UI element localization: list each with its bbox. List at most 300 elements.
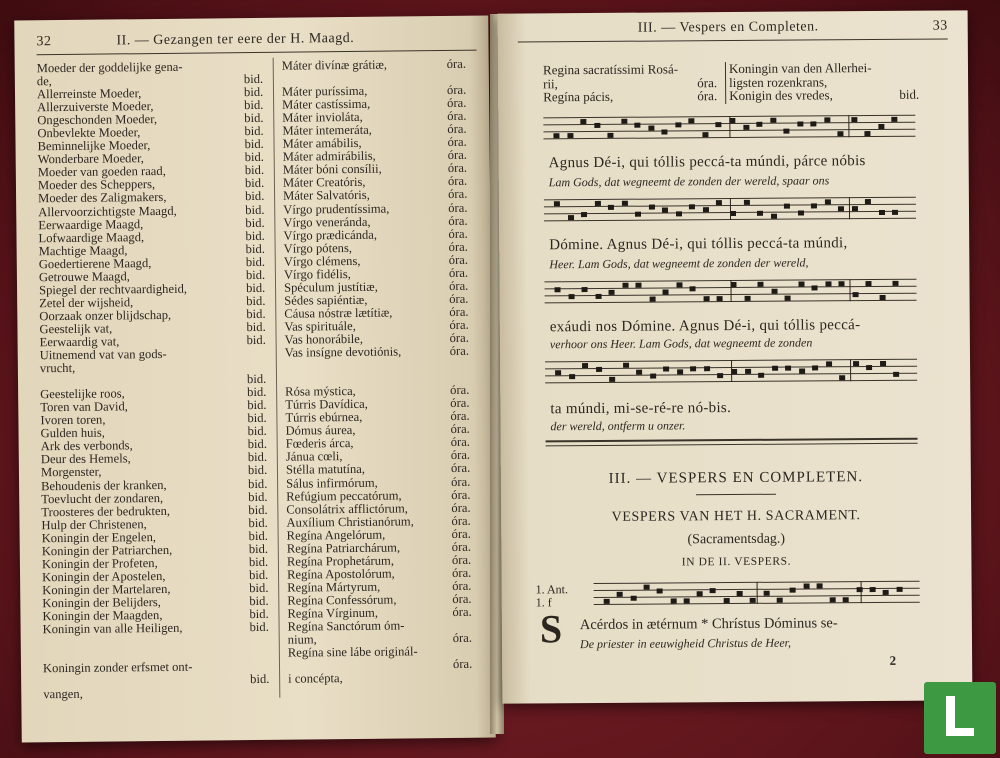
dutch-invocation: Behoudenis der kranken, [41,477,167,493]
dutch-invocation: Ark des verbonds, [40,438,133,454]
chant-staff [544,279,916,310]
neume [643,585,649,590]
neume [670,598,676,603]
dutch-invocation: Gulden huis, [40,425,106,441]
dutch-response: bid. [245,202,265,217]
right-page-title: III. — Vespers en Completen. [637,19,819,36]
latin-invocation: Sédes sapiéntiæ, [284,292,368,308]
neume [649,297,655,302]
dutch-response: bid. [248,515,268,530]
dutch-invocation: Toevlucht der zondaren, [41,490,164,506]
right-page [498,10,973,703]
latin-invocation: Vírgo prudentíssima, [283,201,390,217]
neume [609,290,615,295]
dutch-invocation: de, [36,74,52,89]
dutch-response: bid. [247,411,267,426]
neume [883,590,889,595]
neume [683,598,689,603]
latin-response: óra. [452,656,473,672]
dutch-invocation: Koningin der Profeten, [41,555,158,572]
latin-response: óra. [448,265,469,280]
neume [784,128,790,133]
latin-response: óra. [451,539,472,554]
dutch-response: bid. [247,450,268,465]
neume [636,283,642,288]
neume [745,369,751,374]
dutch-invocation: vangen, [43,687,83,702]
neume [771,289,777,294]
latin-invocation: Máter intemeráta, [282,122,372,138]
dutch-invocation: Getrouwe Maagd, [38,269,130,285]
neume [622,283,628,288]
neume [676,211,682,216]
neume [843,597,849,602]
latin-invocation: Máter bóni consílii, [282,162,382,178]
dutch-invocation: Moeder der goddelijke gena- [36,59,183,76]
neume [866,281,872,286]
neume [865,199,871,204]
dutch-response: bid. [246,319,266,335]
neume [878,124,884,129]
latin-response: óra. [448,200,468,215]
latin-response: óra. [450,448,471,463]
neume [609,377,615,382]
neume [716,122,722,127]
latin-invocation: Regína Mártyrum, [287,579,381,595]
neume [803,583,809,588]
dutch-invocation: Moeder des Zaligmakers, [38,190,167,206]
latin-invocation: Túrris ebúrnea, [285,410,363,425]
latin-response: óra. [450,409,470,424]
litany-continuation [542,60,923,105]
latin-invocation: Stélla matutína, [285,462,366,478]
neume [595,201,601,206]
neume [723,598,729,603]
neume [797,121,803,126]
neume [838,131,844,136]
neume [622,201,628,206]
dutch-response: bid. [245,280,266,295]
left-page-title: II. — Gezangen ter eere der H. Maagd. [116,30,355,49]
invocation-line: Regína pácis, óra. [543,88,718,105]
latin-invocation: Rósa mýstica, [285,384,356,399]
neume [677,369,683,374]
latin-response: óra. [447,161,468,176]
dutch-response: bid. [243,84,264,100]
neume [825,199,831,204]
neume [839,281,845,286]
neume [838,206,844,211]
latin-response: óra. [447,122,467,137]
chant-latin-line: Agnus Dé-i, qui tóllis peccá-ta múndi, párce nóbis [548,153,866,172]
dutch-response: bid. [248,541,269,556]
dutch-invocation: Uitnemend vat van gods- [39,346,167,363]
neume [892,209,898,214]
neume [596,366,602,371]
neume [608,204,614,209]
dutch-response: bid. [249,606,269,622]
subtitle-vespers: IN DE II. VESPERS. [681,555,792,569]
neume [824,117,830,122]
dutch-invocation: Allervoorzichtigste Maagd, [38,203,177,219]
latin-invocation: Máter invioláta, [282,110,363,125]
latin-invocation: Regína Patriarchárum, [286,540,401,556]
latin-response: óra. [447,95,467,111]
dutch-response: bid. [244,176,265,191]
dutch-invocation: Koningin der Apostelen, [41,568,166,585]
neume [825,281,831,286]
neume [758,282,764,287]
latin-response: óra. [451,500,471,515]
latin-invocation: Vírgo fidélis, [283,266,351,282]
neume [649,204,655,209]
neume [650,373,656,378]
neume [756,121,762,126]
dutch-invocation: Koningin der Martelaren, [42,581,171,598]
neume [896,586,902,591]
section-double-rule [546,438,918,447]
neume [852,206,858,211]
neume [826,361,832,366]
chant-staff [545,359,917,390]
dutch-response: bid. [244,150,265,165]
dutch-response: bid. [245,267,266,282]
dutch-response: bid. [248,502,268,517]
dutch-invocation: Troosteres der bedrukten, [41,503,171,519]
latin-invocation: Máter castíssima, [282,96,371,112]
dutch-response: bid. [246,372,267,387]
dutch-response: bid. [249,593,269,608]
dutch-invocation: vrucht, [39,360,76,376]
neume [567,133,573,138]
dutch-invocation: Zetel der wijsheid, [39,295,134,311]
invocation-line: rii, óra. [543,74,718,91]
dutch-invocation: Koningin zonder erfsmet ont- [42,659,193,676]
chant-dutch-line: der wereld, ontferm u onzer. [550,418,686,434]
dutch-response: bid. [247,463,268,478]
latin-invocation: Máter puríssima, [281,83,368,99]
latin-response: óra. [449,304,469,319]
neume [790,587,796,592]
latin-invocation: Vírgo pótens, [283,240,353,256]
neume [892,117,898,122]
left-page-number: 32 [36,34,52,50]
left-page [14,16,496,743]
dutch-invocation: Eerwaardig vat, [39,334,120,350]
neume [777,598,783,603]
header-rule [37,50,477,56]
neume [690,286,696,291]
mode-label: 1. f [535,595,552,610]
dutch-response: bid. [250,672,270,687]
latin-invocation: Máter Creatóris, [282,175,366,191]
latin-invocation: Fœderis árca, [285,436,354,452]
dutch-response: bid. [245,241,265,256]
neume [554,201,560,206]
dutch-response: bid. [243,71,264,87]
latin-response: óra. [447,108,467,124]
latin-response: óra. [449,330,469,345]
neume [758,372,764,377]
latin-invocation: Máter admirábilis, [282,149,376,165]
neume [718,373,724,378]
neume [635,211,641,216]
neume [879,209,885,214]
header-rule [518,39,948,43]
latin-response: óra. [451,513,471,528]
right-page-number: 33 [932,18,948,34]
neume [689,118,695,123]
dutch-invocation: Lofwaardige Maagd, [38,229,145,245]
chant-staff [594,581,920,611]
latin-invocation: Consolátrix afflictórum, [286,501,408,517]
drop-cap: S [539,606,563,652]
neume [617,592,623,597]
latin-response: óra. [448,187,468,202]
antiphon-dutch-line: De priester in eeuwigheid Christus de Heer, [579,635,792,652]
neume [675,122,681,127]
latin-invocation: Vírgo clémens, [283,253,361,269]
neume [763,591,769,596]
chant-latin-line: exáudi nos Dómine. Agnus Dé-i, qui tóllis peccá- [549,317,861,336]
subtitle: VESPERS VAN HET H. SACRAMENT. [611,508,861,525]
neume [830,597,836,602]
neume [553,133,559,138]
column-divider [725,62,726,104]
dutch-invocation: Morgenster, [40,465,102,480]
latin-response: óra. [449,317,469,332]
chant-dutch-line: Lam Gods, dat wegneemt de zonden der wereld, spaar ons [548,173,830,190]
invocation-line: Konigin des vredes, bid. [729,86,920,104]
latin-response: óra. [447,135,467,150]
latin-invocation: Regína Vírginum, [287,605,379,621]
left-page-header [36,30,476,50]
neume [839,375,845,380]
neume [811,203,817,208]
dutch-invocation: Moeder des Scheppers, [37,177,156,193]
neume [635,122,641,127]
neume [568,294,574,299]
latin-invocation: Vas honorábile, [284,331,364,347]
chant-staff [543,115,915,146]
subtitle-feast: (Sacramentsdag.) [687,531,786,548]
neume [743,200,749,205]
latin-invocation: Dómus áurea, [285,423,356,438]
latin-response: óra. [448,226,468,241]
latin-response: óra. [448,239,468,254]
dutch-response: bid. [249,619,269,635]
dutch-response: bid. [244,163,265,178]
latin-invocation: Regína Confessórum, [287,592,397,608]
dutch-invocation: Onbevlekte Moeder, [37,125,141,141]
dutch-response: bid. [249,580,269,595]
neume [743,125,749,130]
neume [555,287,561,292]
dutch-invocation: Koningin der Patriarchen, [41,542,173,558]
neume [816,583,822,588]
latin-invocation: Túrris Davídica, [285,397,368,412]
dutch-invocation: Eerwaardige Maagd, [38,216,144,232]
latin-response: óra. [448,252,469,267]
neume [851,117,857,122]
latin-invocation: Vas spirituále, [284,318,356,334]
dutch-invocation: Geestelijk vat, [39,321,113,337]
neume [866,365,872,370]
section-title: III. — VESPERS EN COMPLETEN. [608,469,864,487]
latin-response: óra. [448,278,469,293]
neume [785,296,791,301]
litany-table [37,58,484,702]
title-rule [696,494,776,496]
watermark-logo-icon [924,682,996,754]
neume [744,296,750,301]
dutch-response: bid. [245,189,265,204]
neume [662,129,668,134]
antiphon-label: 1. Ant. [535,582,569,597]
dutch-invocation: Geestelijke roos, [40,386,125,402]
neume [703,207,709,212]
latin-response: óra. [452,630,473,646]
dutch-invocation: Ivoren toren, [40,412,106,428]
latin-response: óra. [451,474,471,489]
latin-invocation: Sálus infirmórum, [286,475,378,491]
latin-invocation: Cáusa nóstræ lætítiæ, [284,305,393,321]
latin-invocation: Regína Angelórum, [286,527,386,543]
invocation-line: ligsten rozenkrans, [729,73,828,90]
neume [604,599,610,604]
neume [784,203,790,208]
neume [785,365,791,370]
neume [770,118,776,123]
latin-invocation: Vas insígne devotiónis, [284,344,402,360]
chant-dutch-line: verhoor ons Heer. Lam Gods, dat wegneemt de zonden [549,335,813,352]
dutch-response: bid. [247,424,267,439]
latin-response: óra. [446,82,467,98]
latin-invocation: i concépta, [288,671,343,686]
dutch-invocation: Beminnelijke Moeder, [37,138,151,154]
neume [662,207,668,212]
dutch-response: bid. [246,293,266,308]
dutch-invocation: Hulp der Christenen, [41,516,147,532]
chant-staff [544,197,916,228]
invocation-line: Koningin van den Allerhei- [728,60,872,77]
antiphon-latin-line: Acérdos in ætérnum * Chrístus Dóminus se- [579,615,838,634]
neume [772,365,778,370]
latin-response: óra. [452,578,472,593]
neume [663,366,669,371]
neume [852,292,858,297]
latin-response: óra. [449,343,470,358]
latin-response: óra. [449,291,469,306]
latin-response: óra. [450,395,470,411]
dutch-response: bid. [246,332,266,348]
neume [582,287,588,292]
neume [568,215,574,220]
latin-invocation: Vírgo veneránda, [283,214,371,230]
dutch-response: bid. [248,554,269,569]
neume [663,289,669,294]
latin-response: óra. [450,382,470,398]
neume [569,374,575,379]
dutch-response: bid. [248,489,268,504]
dutch-invocation: Koningin van alle Heiligen, [42,620,183,637]
neume [581,212,587,217]
latin-invocation: Jánua cœli, [285,449,343,465]
neume [771,214,777,219]
latin-response: óra. [448,213,468,228]
neume [582,363,588,368]
neume [623,363,629,368]
dutch-response: bid. [247,437,268,452]
neume [870,587,876,592]
neume [865,131,871,136]
neume [811,121,817,126]
latin-response: óra. [452,604,472,619]
chant-latin-line: ta múndi, mi-se-ré-re nó-bis. [550,400,732,418]
neume [703,296,709,301]
latin-response: óra. [450,422,470,437]
dutch-invocation: Goedertierene Maagd, [38,255,152,271]
neume [704,366,710,371]
latin-invocation: Máter amábilis, [282,136,362,151]
dutch-response: bid. [245,228,265,243]
neume [894,371,900,376]
latin-invocation: Regína Sanctórum óm- [287,618,405,634]
latin-invocation: Máter divínæ grátiæ, [281,57,388,73]
dutch-invocation: Oorzaak onzer blijdschap, [39,307,172,324]
latin-response: óra. [451,526,471,541]
dutch-response: bid. [244,137,264,152]
neume [879,295,885,300]
neume [690,366,696,371]
latin-invocation: Regína sine lábe originál- [287,644,418,660]
dutch-response: bid. [244,98,264,113]
dutch-invocation: Moeder van goeden raad, [37,164,166,180]
dutch-response: bid. [248,528,268,543]
neume [798,282,804,287]
neume [555,370,561,375]
chant-latin-line: Dómine. Agnus Dé-i, qui tóllis peccá-ta múndi, [549,235,848,254]
latin-invocation: Máter Salvatóris, [283,188,370,204]
latin-invocation: Refúgium peccatórum, [286,488,402,504]
signature-number: 2 [889,652,897,668]
dutch-response: bid. [245,215,265,230]
neume [880,361,886,366]
chant-dutch-line: Heer. Lam Gods, dat wegneemt de zonden der wereld, [549,255,809,272]
neume [853,361,859,366]
neume [757,210,763,215]
neume [697,591,703,596]
dutch-invocation: Allerreinste Moeder, [36,86,142,102]
dutch-invocation: Toren van David, [40,399,128,415]
neume [750,598,756,603]
neume [676,282,682,287]
dutch-invocation: Wonderbare Moeder, [37,151,144,167]
invocation-line: Regina sacratíssimi Rosá- [542,61,679,78]
latin-response: óra. [446,56,467,71]
neume [594,122,600,127]
dutch-response: bid. [244,124,264,139]
latin-response: óra. [451,552,472,567]
latin-response: óra. [450,461,471,476]
neume [737,591,743,596]
latin-response: óra. [452,591,472,606]
neume [710,588,716,593]
neume [621,119,627,124]
neume [648,126,654,131]
neume [812,365,818,370]
dutch-invocation: Ongeschonden Moeder, [37,112,158,128]
